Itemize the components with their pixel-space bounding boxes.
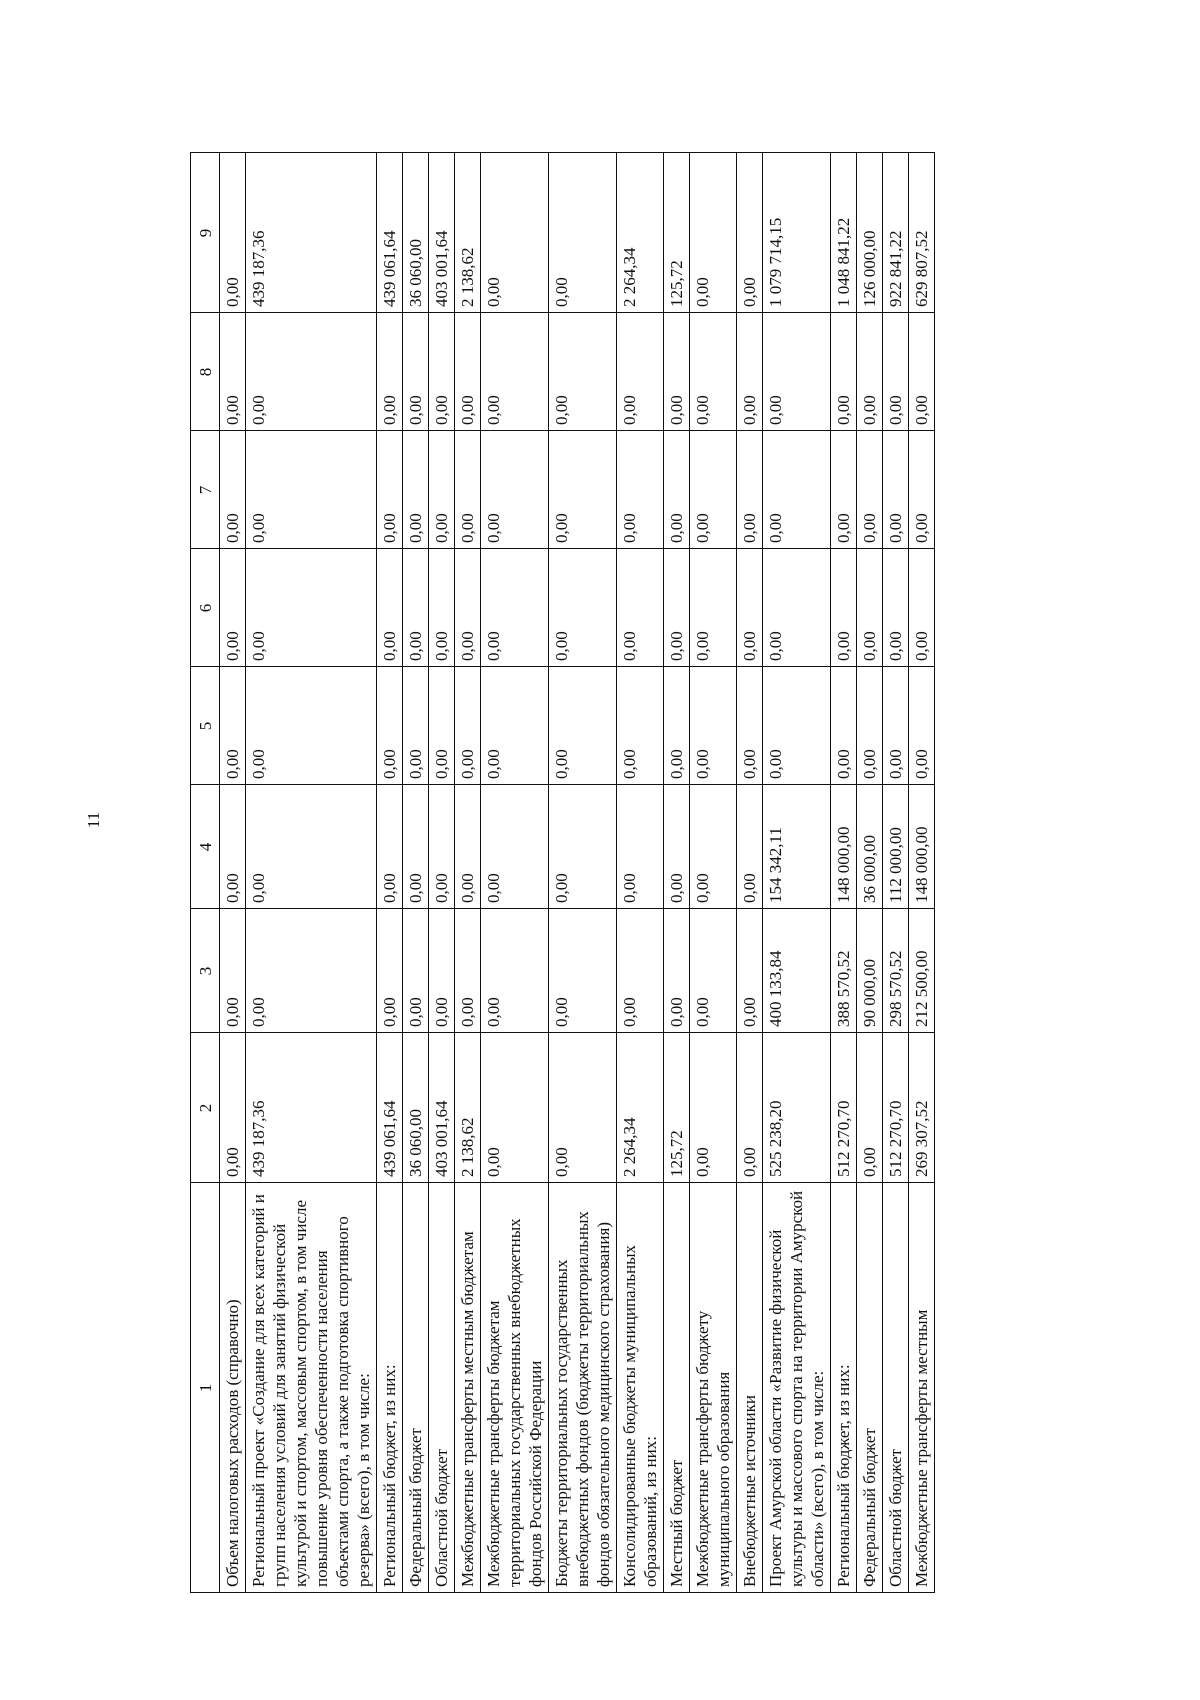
budget-table bbox=[190, 152, 935, 1593]
value-cell: 0,00 bbox=[857, 667, 883, 785]
value-cell: 0,00 bbox=[664, 785, 690, 909]
value-cell: 0,00 bbox=[377, 909, 403, 1033]
value-cell: 0,00 bbox=[246, 909, 377, 1033]
table-row bbox=[455, 153, 481, 1593]
value-cell: 0,00 bbox=[737, 909, 763, 1033]
value-cell: 0,00 bbox=[763, 313, 831, 431]
value-cell: 0,00 bbox=[377, 313, 403, 431]
value-cell: 0,00 bbox=[549, 431, 617, 549]
value-cell: 388 570,52 bbox=[831, 909, 857, 1033]
value-cell: 2 138,62 bbox=[455, 153, 481, 313]
column-header: 3 bbox=[191, 909, 220, 1033]
row-label: Федеральный бюджет bbox=[857, 1183, 883, 1593]
value-cell: 0,00 bbox=[664, 313, 690, 431]
value-cell: 0,00 bbox=[246, 431, 377, 549]
value-cell: 0,00 bbox=[909, 549, 935, 667]
value-cell: 0,00 bbox=[549, 667, 617, 785]
value-cell: 0,00 bbox=[617, 549, 664, 667]
value-cell: 0,00 bbox=[429, 909, 455, 1033]
value-cell: 0,00 bbox=[617, 431, 664, 549]
table-row bbox=[617, 153, 664, 1593]
row-label: Областной бюджет bbox=[883, 1183, 909, 1593]
row-label: Консолидированные бюджеты муниципальных образований, из них: bbox=[617, 1183, 664, 1593]
value-cell: 125,72 bbox=[664, 153, 690, 313]
value-cell: 439 061,64 bbox=[377, 153, 403, 313]
value-cell: 0,00 bbox=[883, 549, 909, 667]
value-cell: 0,00 bbox=[481, 667, 549, 785]
row-label: Региональный проект «Создание для всех категорий и групп населения условий для занятий физической культурой и спортом, массовым спортом, в том числе повышение уровня обеспеченности населения объектами спорта, а также подготовка спортивного резерва» (всего), в том числе: bbox=[246, 1183, 377, 1593]
value-cell: 125,72 bbox=[664, 1033, 690, 1183]
table-row bbox=[481, 153, 549, 1593]
column-header: 2 bbox=[191, 1033, 220, 1183]
row-label: Межбюджетные трансферты местным бюджетам bbox=[455, 1183, 481, 1593]
value-cell: 0,00 bbox=[220, 153, 246, 313]
value-cell: 1 048 841,22 bbox=[831, 153, 857, 313]
value-cell: 0,00 bbox=[549, 549, 617, 667]
value-cell: 0,00 bbox=[377, 785, 403, 909]
value-cell: 0,00 bbox=[429, 313, 455, 431]
value-cell: 298 570,52 bbox=[883, 909, 909, 1033]
table-row bbox=[857, 153, 883, 1593]
value-cell: 0,00 bbox=[857, 313, 883, 431]
value-cell: 0,00 bbox=[664, 909, 690, 1033]
value-cell: 0,00 bbox=[617, 909, 664, 1033]
table-row bbox=[220, 153, 246, 1593]
value-cell: 0,00 bbox=[429, 549, 455, 667]
value-cell: 0,00 bbox=[481, 153, 549, 313]
column-header: 6 bbox=[191, 549, 220, 667]
value-cell: 0,00 bbox=[909, 431, 935, 549]
column-header: 9 bbox=[191, 153, 220, 313]
value-cell: 0,00 bbox=[220, 667, 246, 785]
value-cell: 0,00 bbox=[737, 785, 763, 909]
value-cell: 403 001,64 bbox=[429, 1033, 455, 1183]
value-cell: 0,00 bbox=[403, 785, 429, 909]
value-cell: 1 079 714,15 bbox=[763, 153, 831, 313]
value-cell: 439 187,36 bbox=[246, 1033, 377, 1183]
value-cell: 0,00 bbox=[377, 431, 403, 549]
value-cell: 0,00 bbox=[377, 549, 403, 667]
value-cell: 0,00 bbox=[690, 431, 737, 549]
value-cell: 0,00 bbox=[909, 313, 935, 431]
value-cell: 0,00 bbox=[763, 431, 831, 549]
value-cell: 0,00 bbox=[831, 431, 857, 549]
value-cell: 0,00 bbox=[883, 431, 909, 549]
value-cell: 0,00 bbox=[883, 313, 909, 431]
table-header-row bbox=[191, 153, 220, 1593]
table-row bbox=[664, 153, 690, 1593]
value-cell: 0,00 bbox=[549, 785, 617, 909]
row-label: Межбюджетные трансферты бюджету муниципального образования bbox=[690, 1183, 737, 1593]
row-label: Объем налоговых расходов (справочно) bbox=[220, 1183, 246, 1593]
value-cell: 0,00 bbox=[831, 667, 857, 785]
value-cell: 0,00 bbox=[737, 153, 763, 313]
value-cell: 0,00 bbox=[403, 909, 429, 1033]
value-cell: 0,00 bbox=[617, 313, 664, 431]
value-cell: 0,00 bbox=[220, 549, 246, 667]
value-cell: 0,00 bbox=[737, 1033, 763, 1183]
value-cell: 112 000,00 bbox=[883, 785, 909, 909]
row-label: Межбюджетные трансферты местным bbox=[909, 1183, 935, 1593]
value-cell: 0,00 bbox=[857, 431, 883, 549]
value-cell: 0,00 bbox=[617, 667, 664, 785]
value-cell: 0,00 bbox=[481, 1033, 549, 1183]
row-label: Областной бюджет bbox=[429, 1183, 455, 1593]
column-header: 4 bbox=[191, 785, 220, 909]
table-row bbox=[403, 153, 429, 1593]
row-label: Внебюджетные источники bbox=[737, 1183, 763, 1593]
value-cell: 36 000,00 bbox=[857, 785, 883, 909]
value-cell: 400 133,84 bbox=[763, 909, 831, 1033]
value-cell: 525 238,20 bbox=[763, 1033, 831, 1183]
value-cell: 0,00 bbox=[690, 909, 737, 1033]
value-cell: 512 270,70 bbox=[831, 1033, 857, 1183]
value-cell: 36 060,00 bbox=[403, 153, 429, 313]
value-cell: 0,00 bbox=[690, 1033, 737, 1183]
value-cell: 148 000,00 bbox=[909, 785, 935, 909]
budget-table-container bbox=[190, 153, 1095, 1593]
value-cell: 0,00 bbox=[690, 667, 737, 785]
value-cell: 148 000,00 bbox=[831, 785, 857, 909]
value-cell: 0,00 bbox=[664, 667, 690, 785]
value-cell: 0,00 bbox=[549, 909, 617, 1033]
value-cell: 0,00 bbox=[883, 667, 909, 785]
value-cell: 0,00 bbox=[246, 785, 377, 909]
table-row bbox=[909, 153, 935, 1593]
value-cell: 0,00 bbox=[857, 1033, 883, 1183]
value-cell: 2 264,34 bbox=[617, 1033, 664, 1183]
value-cell: 0,00 bbox=[690, 153, 737, 313]
value-cell: 0,00 bbox=[617, 785, 664, 909]
row-label: Местный бюджет bbox=[664, 1183, 690, 1593]
value-cell: 0,00 bbox=[763, 549, 831, 667]
column-header: 5 bbox=[191, 667, 220, 785]
table-row bbox=[429, 153, 455, 1593]
value-cell: 0,00 bbox=[246, 549, 377, 667]
value-cell: 439 187,36 bbox=[246, 153, 377, 313]
value-cell: 0,00 bbox=[455, 667, 481, 785]
value-cell: 403 001,64 bbox=[429, 153, 455, 313]
value-cell: 0,00 bbox=[220, 909, 246, 1033]
value-cell: 0,00 bbox=[377, 667, 403, 785]
table-row bbox=[690, 153, 737, 1593]
value-cell: 0,00 bbox=[403, 431, 429, 549]
value-cell: 0,00 bbox=[403, 549, 429, 667]
value-cell: 0,00 bbox=[246, 667, 377, 785]
column-header: 7 bbox=[191, 431, 220, 549]
value-cell: 269 307,52 bbox=[909, 1033, 935, 1183]
value-cell: 0,00 bbox=[690, 549, 737, 667]
table-row bbox=[377, 153, 403, 1593]
value-cell: 0,00 bbox=[455, 313, 481, 431]
row-label: Бюджеты территориальных государственных внебюджетных фондов (бюджеты территориальных фондов обязательного медицинского страхования) bbox=[549, 1183, 617, 1593]
table-row bbox=[549, 153, 617, 1593]
table-row bbox=[831, 153, 857, 1593]
value-cell: 0,00 bbox=[403, 313, 429, 431]
table-row bbox=[763, 153, 831, 1593]
value-cell: 512 270,70 bbox=[883, 1033, 909, 1183]
value-cell: 0,00 bbox=[763, 667, 831, 785]
value-cell: 0,00 bbox=[549, 153, 617, 313]
value-cell: 0,00 bbox=[737, 313, 763, 431]
value-cell: 2 264,34 bbox=[617, 153, 664, 313]
value-cell: 0,00 bbox=[690, 313, 737, 431]
value-cell: 0,00 bbox=[455, 785, 481, 909]
value-cell: 0,00 bbox=[481, 313, 549, 431]
value-cell: 0,00 bbox=[220, 431, 246, 549]
value-cell: 0,00 bbox=[737, 431, 763, 549]
value-cell: 36 060,00 bbox=[403, 1033, 429, 1183]
value-cell: 0,00 bbox=[429, 431, 455, 549]
value-cell: 0,00 bbox=[831, 549, 857, 667]
value-cell: 2 138,62 bbox=[455, 1033, 481, 1183]
row-label: Региональный бюджет, из них: bbox=[831, 1183, 857, 1593]
value-cell: 0,00 bbox=[429, 785, 455, 909]
value-cell: 0,00 bbox=[857, 549, 883, 667]
table-row bbox=[883, 153, 909, 1593]
value-cell: 0,00 bbox=[481, 909, 549, 1033]
value-cell: 0,00 bbox=[909, 667, 935, 785]
value-cell: 0,00 bbox=[690, 785, 737, 909]
column-header: 1 bbox=[191, 1183, 220, 1593]
value-cell: 0,00 bbox=[220, 1033, 246, 1183]
value-cell: 0,00 bbox=[455, 909, 481, 1033]
value-cell: 922 841,22 bbox=[883, 153, 909, 313]
value-cell: 0,00 bbox=[549, 313, 617, 431]
value-cell: 0,00 bbox=[220, 785, 246, 909]
value-cell: 212 500,00 bbox=[909, 909, 935, 1033]
value-cell: 0,00 bbox=[737, 667, 763, 785]
value-cell: 0,00 bbox=[455, 431, 481, 549]
value-cell: 0,00 bbox=[403, 667, 429, 785]
value-cell: 0,00 bbox=[664, 431, 690, 549]
value-cell: 0,00 bbox=[549, 1033, 617, 1183]
row-label: Межбюджетные трансферты бюджетам территориальных государственных внебюджетных фондов Российской Федерации bbox=[481, 1183, 549, 1593]
row-label: Региональный бюджет, из них: bbox=[377, 1183, 403, 1593]
column-header: 8 bbox=[191, 313, 220, 431]
row-label: Федеральный бюджет bbox=[403, 1183, 429, 1593]
value-cell: 0,00 bbox=[429, 667, 455, 785]
value-cell: 0,00 bbox=[664, 549, 690, 667]
value-cell: 439 061,64 bbox=[377, 1033, 403, 1183]
value-cell: 0,00 bbox=[481, 549, 549, 667]
row-label: Проект Амурской области «Развитие физической культуры и массового спорта на территории Амурской области» (всего), в том числе: bbox=[763, 1183, 831, 1593]
value-cell: 0,00 bbox=[481, 785, 549, 909]
value-cell: 0,00 bbox=[831, 313, 857, 431]
table-row bbox=[737, 153, 763, 1593]
page-number: 11 bbox=[84, 811, 103, 829]
table-body bbox=[220, 153, 935, 1593]
table-row bbox=[246, 153, 377, 1593]
value-cell: 0,00 bbox=[481, 431, 549, 549]
value-cell: 154 342,11 bbox=[763, 785, 831, 909]
value-cell: 0,00 bbox=[455, 549, 481, 667]
value-cell: 0,00 bbox=[246, 313, 377, 431]
value-cell: 90 000,00 bbox=[857, 909, 883, 1033]
value-cell: 629 807,52 bbox=[909, 153, 935, 313]
value-cell: 0,00 bbox=[220, 313, 246, 431]
value-cell: 0,00 bbox=[737, 549, 763, 667]
value-cell: 126 000,00 bbox=[857, 153, 883, 313]
